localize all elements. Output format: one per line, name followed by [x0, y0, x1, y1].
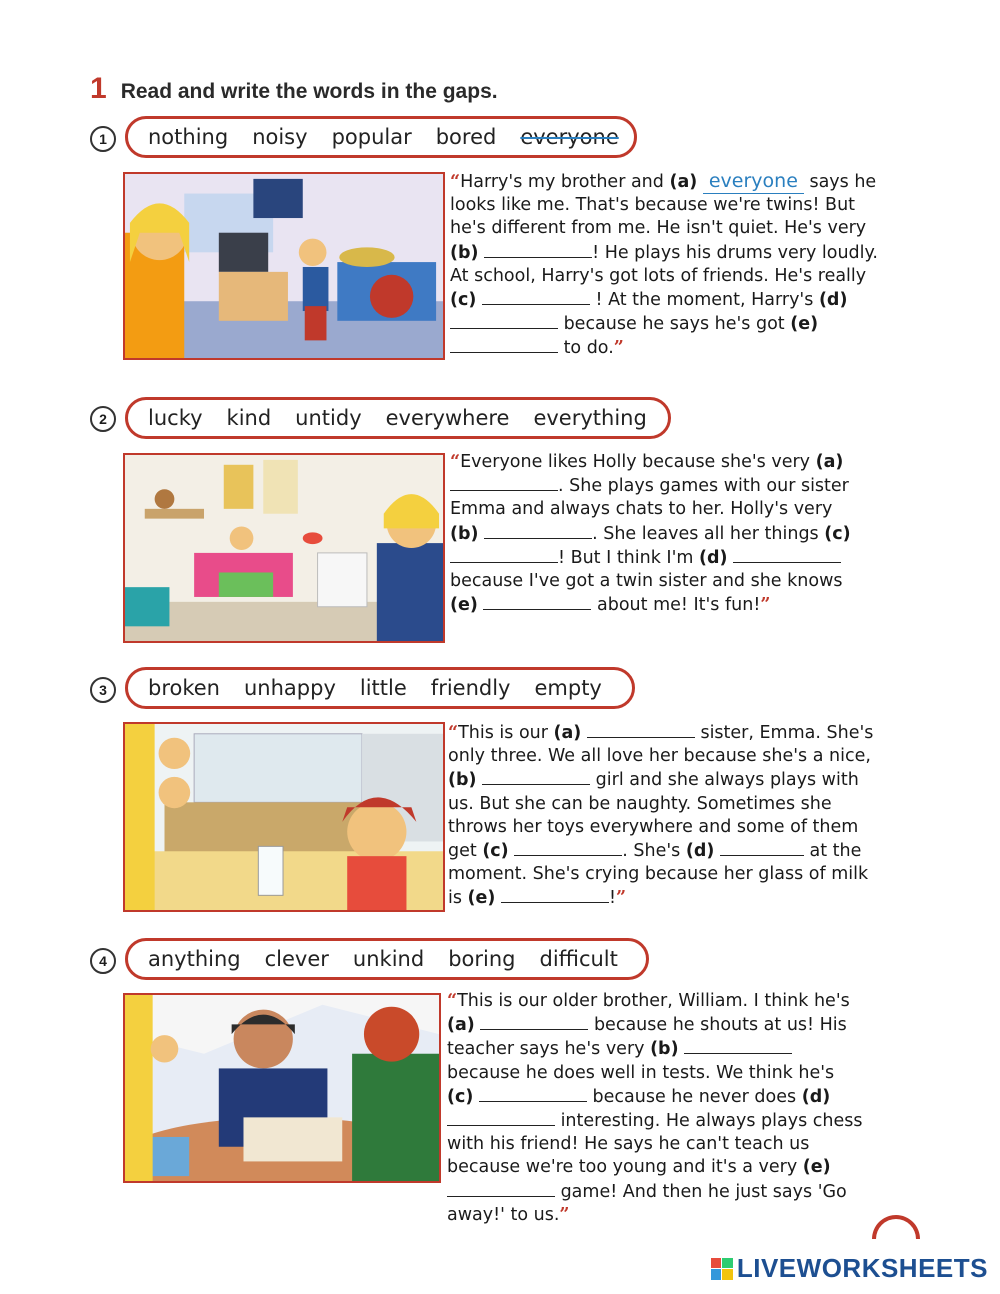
open-quote: “	[450, 172, 461, 192]
gap-label: (c)	[482, 841, 509, 862]
gap-label: (e)	[450, 595, 478, 616]
gap-input[interactable]	[733, 546, 841, 563]
passage-text: because he says he's got	[558, 314, 791, 335]
word: empty	[534, 676, 602, 700]
gap-label: (d)	[685, 841, 715, 862]
section-number: 4	[90, 948, 116, 974]
gap-input[interactable]	[447, 1109, 555, 1126]
word: little	[359, 676, 407, 700]
logo-square	[711, 1258, 722, 1269]
gap-label: (a)	[815, 452, 844, 472]
gap-input[interactable]	[501, 886, 609, 903]
gap-label: (a)	[447, 1015, 475, 1036]
gap-input[interactable]	[480, 1013, 588, 1030]
gap-input[interactable]	[450, 546, 558, 563]
word: anything	[148, 947, 241, 971]
illustration-messy-room	[123, 453, 445, 643]
passage-text: sister, Emma. She's only three. We all love her because she's a nice,	[448, 723, 879, 767]
word: friendly	[430, 676, 511, 700]
gap-input[interactable]	[450, 312, 558, 329]
passage-text: This is our	[458, 723, 554, 743]
close-quote: ”	[613, 338, 624, 359]
passage-text: . She plays games with our sister Emma and always chats to her. Holly's very	[450, 476, 855, 520]
word: everywhere	[385, 406, 510, 430]
exercise-instruction: Read and write the words in the gaps.	[120, 80, 498, 103]
passage-text: girl and she always plays with us. But she can be naughty. Sometimes she throws her toys everywhere and some of them get	[448, 770, 865, 862]
passage-text: game! And then he just says 'Go away!' to us.	[447, 1181, 853, 1225]
word-box	[125, 667, 635, 709]
gap-answer-filled[interactable]: everyone	[703, 170, 804, 194]
close-quote: ”	[760, 595, 771, 616]
gap-label: (c)	[824, 523, 851, 544]
word: bored	[435, 125, 497, 149]
passage-text: about me! It's fun!	[591, 595, 761, 616]
logo-mark-icon	[711, 1258, 733, 1280]
logo-square	[722, 1258, 733, 1269]
passage-text: says he looks like me. That's because we're twins! But he's different from me. He isn't quiet. He's very	[450, 172, 882, 239]
passage-text: at the moment. She's crying because her glass of milk is	[448, 841, 874, 909]
word-box	[125, 938, 649, 980]
gap-label: (c)	[450, 290, 477, 311]
word-box	[125, 116, 637, 158]
passage-4	[447, 990, 869, 1227]
gap-label: (b)	[650, 1039, 679, 1060]
gap-input[interactable]	[484, 522, 592, 539]
gap-label: (b)	[450, 242, 479, 263]
liveworksheets-logo[interactable]	[711, 1253, 988, 1284]
gap-input[interactable]	[482, 768, 590, 785]
passage-text: ! But I think I'm	[558, 547, 700, 568]
word: difficult	[539, 947, 618, 971]
passage-text: . She's	[622, 841, 686, 862]
word: everything	[533, 406, 647, 430]
passage-1	[450, 170, 884, 361]
word: unhappy	[244, 676, 336, 700]
section-number: 2	[90, 406, 116, 432]
gap-input[interactable]	[720, 839, 804, 856]
word: boring	[448, 947, 516, 971]
passage-text: !	[609, 888, 617, 909]
gap-input[interactable]	[447, 1180, 555, 1197]
logo-square	[711, 1269, 722, 1280]
gap-label: (a)	[669, 172, 698, 192]
section-number: 1	[90, 126, 116, 152]
passage-2	[450, 451, 860, 617]
open-quote: “	[447, 991, 458, 1011]
word: kind	[226, 406, 272, 430]
passage-text: ! He plays his drums very loudly. At school, Harry's got lots of friends. He's really	[450, 242, 884, 286]
gap-label: (e)	[790, 314, 819, 335]
gap-input[interactable]	[514, 839, 622, 856]
logo-text: LIVEWORKSHEETS	[736, 1253, 988, 1283]
word-used: everyone	[520, 125, 619, 149]
illustration-bedroom-drums	[123, 172, 445, 360]
gap-input[interactable]	[483, 593, 591, 610]
passage-text: because I've got a twin sister and she knows	[450, 547, 849, 592]
gap-label: (b)	[448, 770, 477, 791]
word-box	[125, 397, 671, 439]
passage-text: interesting. He always plays chess with his friend! He says he can't teach us because we're too young and it's a very	[447, 1111, 869, 1178]
exercise-number: 1	[90, 72, 107, 105]
gap-input[interactable]	[450, 474, 558, 491]
passage-text: because he never does	[586, 1086, 802, 1107]
passage-text: Harry's my brother and	[460, 172, 670, 192]
passage-text: because he shouts at us! His teacher says he's very	[447, 1015, 853, 1060]
passage-text: Everyone likes Holly because she's very	[460, 452, 816, 472]
passage-text: This is our older brother, William. I think he's	[457, 991, 856, 1011]
passage-text: to do.	[558, 338, 614, 359]
close-quote: ”	[616, 888, 627, 909]
page-corner-decoration	[872, 1215, 920, 1239]
gap-input[interactable]	[484, 241, 592, 258]
gap-label: (d)	[699, 547, 728, 568]
word: nothing	[148, 125, 229, 149]
word: popular	[331, 125, 412, 149]
gap-label: (d)	[818, 290, 848, 311]
passage-text: . She leaves all her things	[592, 523, 825, 544]
logo-square	[722, 1269, 733, 1280]
passage-text: ! At the moment, Harry's	[589, 290, 819, 311]
open-quote: “	[450, 452, 461, 472]
gap-input[interactable]	[482, 288, 590, 305]
gap-label: (d)	[801, 1086, 831, 1107]
gap-label: (b)	[450, 523, 479, 544]
gap-input[interactable]	[479, 1085, 587, 1102]
gap-input[interactable]	[587, 721, 695, 738]
word: clever	[264, 947, 329, 971]
passage-text: because he does well in tests. We think he's	[447, 1039, 840, 1083]
word: unkind	[352, 947, 425, 971]
word: lucky	[148, 406, 203, 430]
word: broken	[148, 676, 220, 700]
exercise-title	[90, 72, 498, 106]
open-quote: “	[448, 723, 459, 743]
gap-label: (e)	[802, 1157, 831, 1178]
gap-input[interactable]	[684, 1037, 792, 1054]
passage-3	[448, 721, 878, 911]
close-quote: ”	[559, 1204, 570, 1225]
gap-label: (e)	[467, 888, 496, 909]
illustration-chess	[123, 993, 441, 1183]
gap-label: (c)	[447, 1086, 474, 1107]
gap-input[interactable]	[450, 336, 558, 353]
gap-label: (a)	[553, 723, 582, 743]
illustration-kitchen-crying	[123, 722, 445, 912]
section-number: 3	[90, 677, 116, 703]
word: untidy	[295, 406, 362, 430]
word: noisy	[252, 125, 308, 149]
